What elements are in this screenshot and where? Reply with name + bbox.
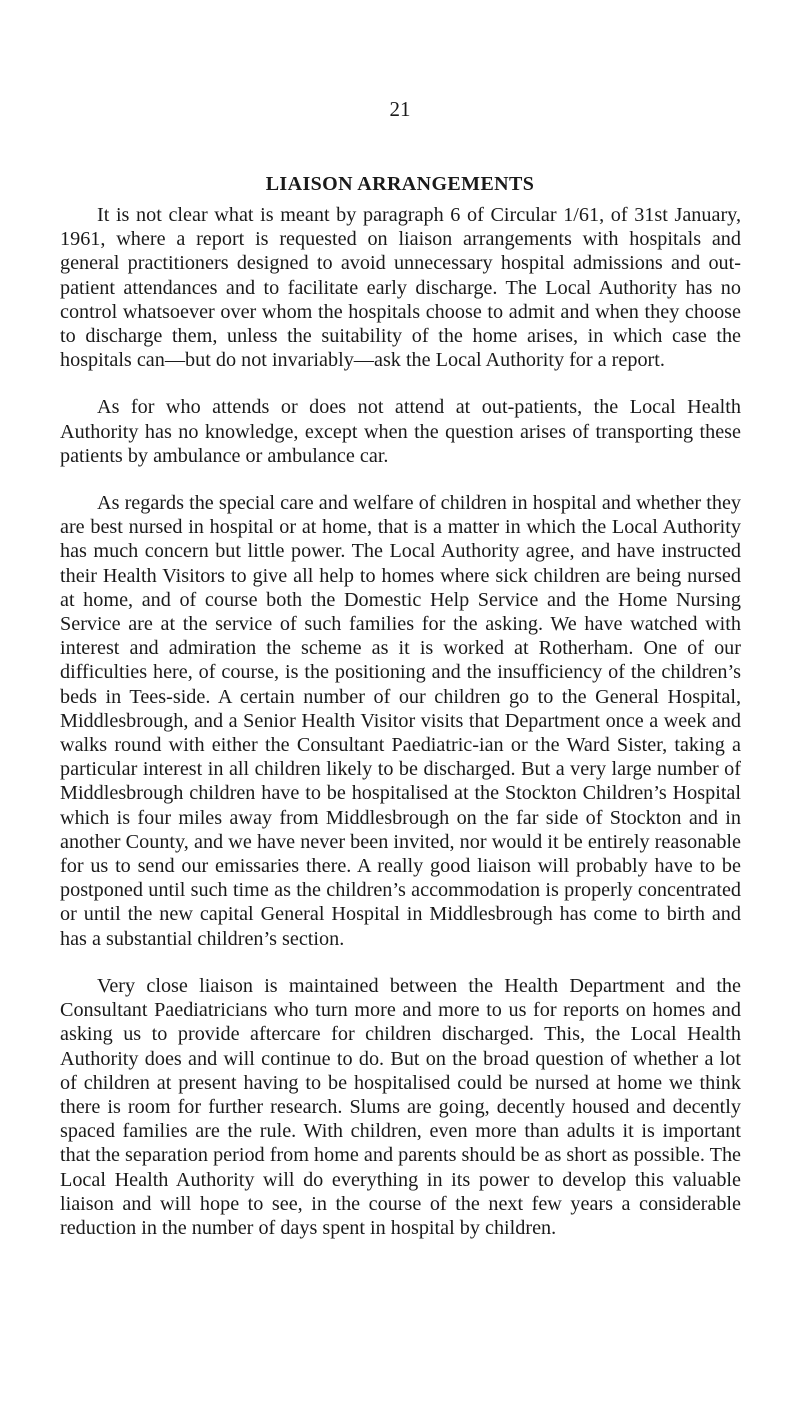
paragraph-paediatricians-liaison: Very close liaison is maintained between the Health Department and the Consultant Paediatricians who turn more and more to us for reports on homes and asking us to provide aftercare for children discharged. This, the Local Health Authority does and will continue to do. But on the broad question of whether a lot of children at present having to be hospitalised could be nursed at home we think there is room for further research. Slums are going, decently housed and decently spaced families are the rule. With children, even more than adults it is important that the separation period from home and parents should be as short as possible. The Local Health Authority will do everything in its power to develop this valuable liaison and will hope to see, in the course of the next few years a considerable reduction in the number of days spent in hospital by children. bbox=[60, 974, 741, 1239]
body-text bbox=[60, 203, 741, 1263]
page-number: 21 bbox=[389, 97, 411, 121]
paragraph-circular-liaison: It is not clear what is meant by paragraph 6 of Circular 1/61, of 31st January, 1961, where a report is requested on liaison arrangements with hospitals and general practitioners designed to avoid unnecessary hospital admissions and out-patient attendances and to facilitate early discharge. The Local Authority has no control whatsoever over whom the hospitals choose to admit and when they choose to discharge them, unless the suitability of the home arises, in which case the hospitals can—but do not invariably—ask the Local Authority for a report. bbox=[60, 204, 741, 372]
paragraph-children-in-hospital: As regards the special care and welfare of children in hospital and whether they are best nursed in hospital or at home, that is a matter in which the Local Authority has much concern but little power. The Local Authority agree, and have instructed their Health Visitors to give all help to homes where sick children are being nursed at home, and of course both the Domestic Help Service and the Home Nursing Service are at the service of such families for the asking. We have watched with interest and admiration the scheme as it is worked at Rotherham. One of our difficulties here, of course, is the positioning and the insufficiency of the children’s beds in Tees-side. A certain number of our children go to the General Hospital, Middlesbrough, and a Senior Health Visitor visits that Department once a week and walks round with either the Consultant Paediatric-ian or the Ward Sister, taking a particular interest in all children likely to be discharged. But a very large number of Middlesbrough children have to be hospitalised at the Stockton Children’s Hospital which is four miles away from Middlesbrough on the far side of Stockton and in another County, and we have never been invited, nor would it be entirely reasonable for us to send our emissaries there. A really good liaison will probably have to be postponed until such time as the children’s accommodation is properly concentrated or until the new capital General Hospital in Middlesbrough has come to birth and has a substantial children’s section. bbox=[60, 492, 741, 950]
section-heading: LIAISON ARRANGEMENTS bbox=[265, 173, 535, 195]
paragraph-out-patients: As for who attends or does not attend at out-patients, the Local Health Authority has no knowledge, except when the question arises of transporting these patients by ambulance or ambulance car. bbox=[60, 396, 741, 467]
